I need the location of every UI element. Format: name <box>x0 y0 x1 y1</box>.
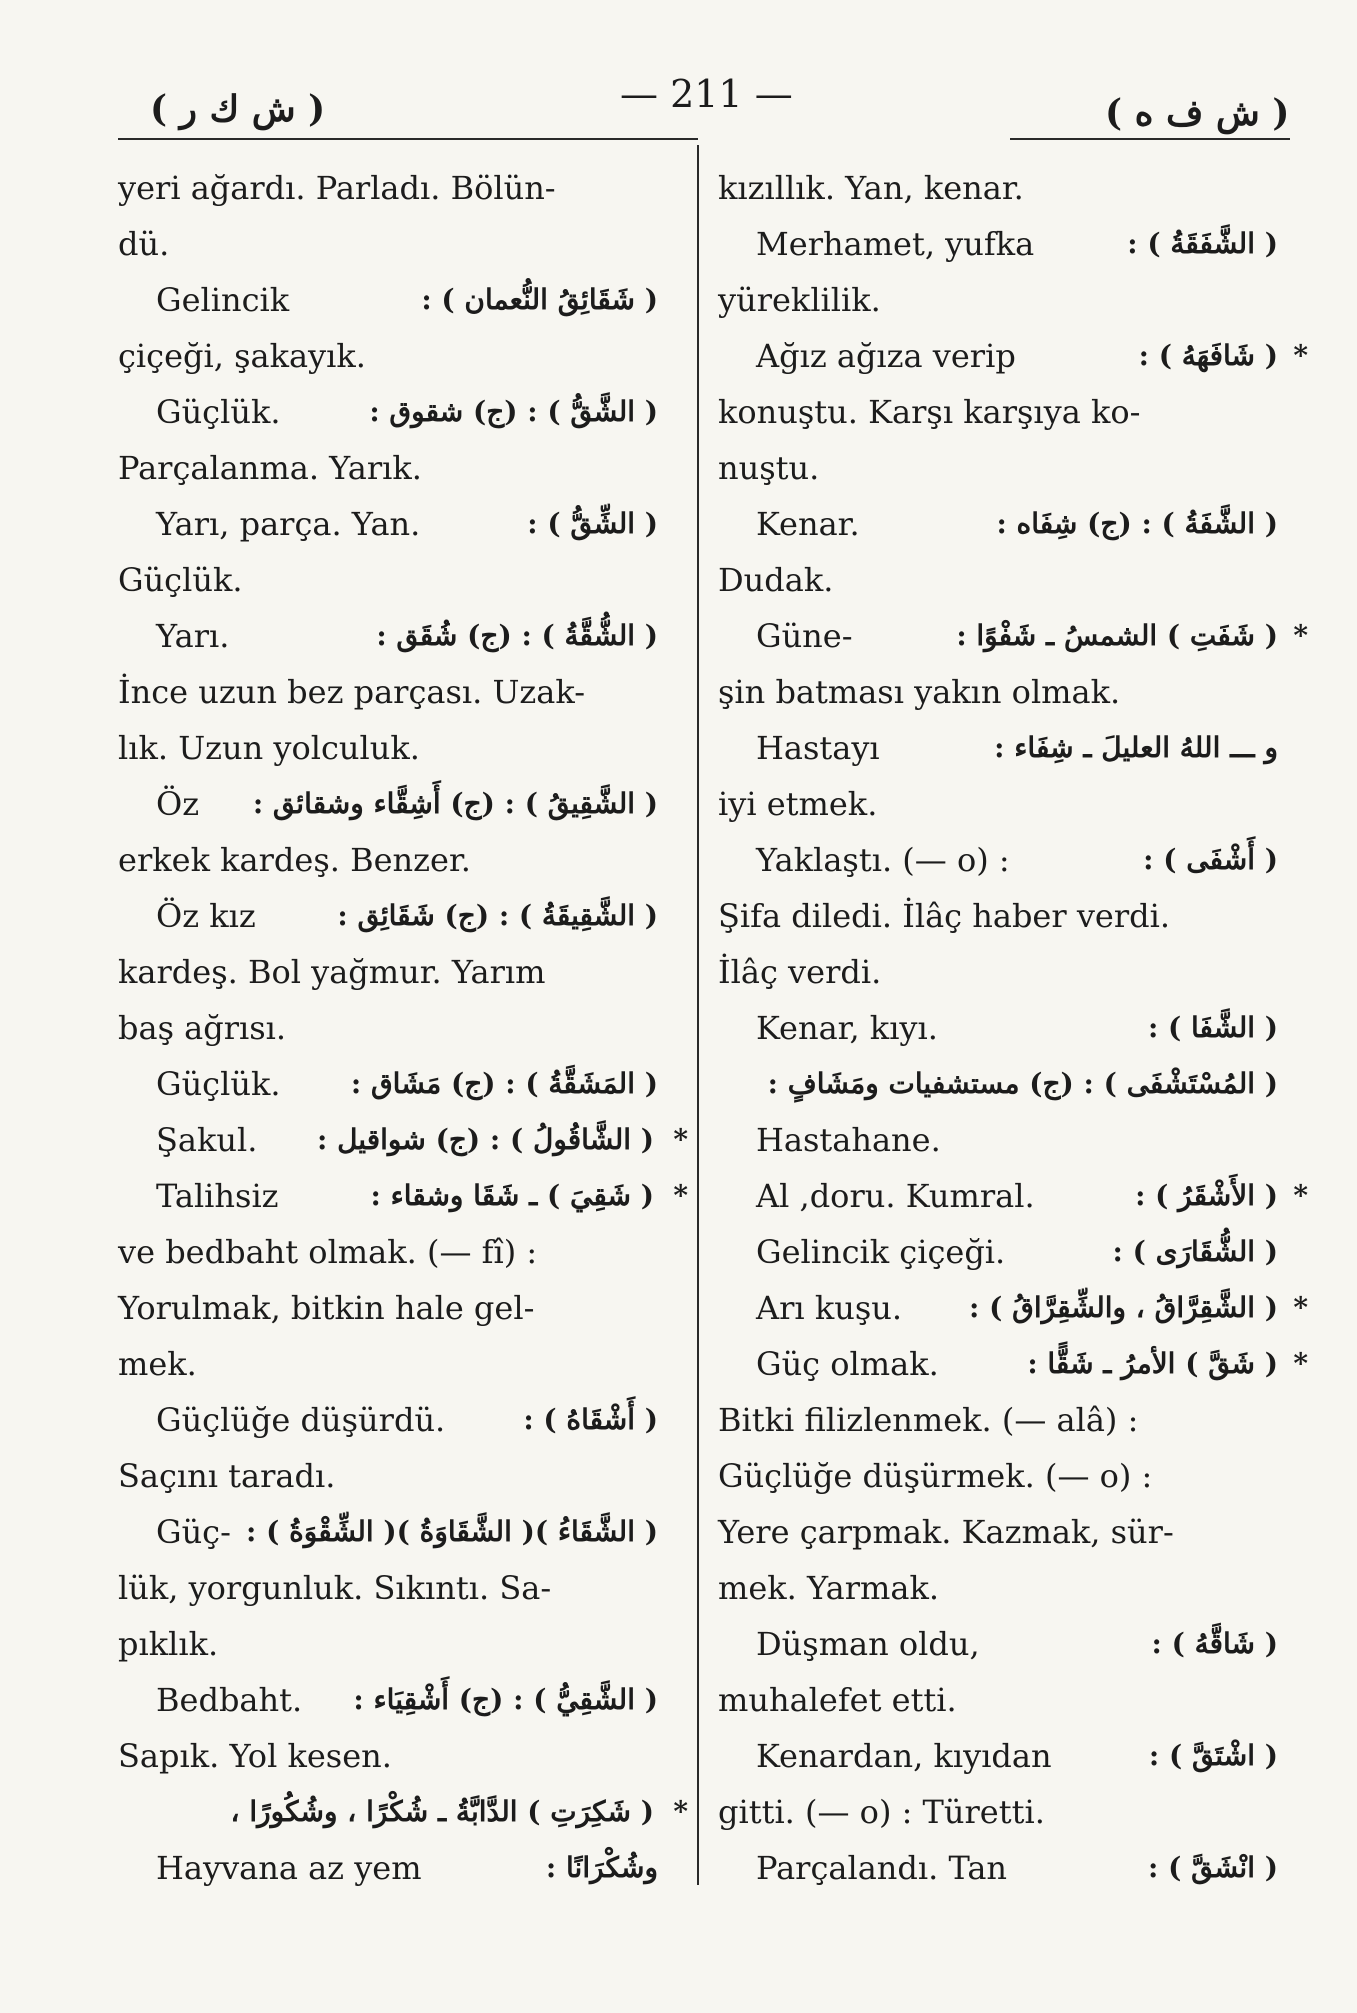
dictionary-line <box>118 1336 658 1392</box>
dictionary-line <box>718 496 1278 552</box>
arabic-headword: ( الشُّقَّةُ ) : (ج) شُقَق : <box>376 619 658 652</box>
dictionary-line <box>718 1784 1278 1840</box>
turkish-text: lük, yorgunluk. Sıkıntı. Sa- <box>118 1569 552 1607</box>
dictionary-line <box>718 888 1278 944</box>
arabic-headword: ( الشَّقُّ ) : (ج) شقوق : <box>369 395 658 428</box>
dictionary-line <box>118 1728 658 1784</box>
header-rule-right <box>1010 138 1290 140</box>
dictionary-line <box>118 496 658 552</box>
turkish-text: ve bedbaht olmak. (— fî) : <box>118 1233 538 1271</box>
turkish-text: Yarı. <box>156 617 230 655</box>
turkish-text: lık. Uzun yolculuk. <box>118 729 420 767</box>
page-number: — 211 — <box>620 72 793 116</box>
dictionary-line <box>718 776 1278 832</box>
dictionary-line <box>718 832 1278 888</box>
dictionary-line <box>718 1336 1308 1392</box>
dictionary-line <box>118 1112 688 1168</box>
dictionary-line <box>118 272 658 328</box>
dictionary-line <box>718 1168 1308 1224</box>
dictionary-line <box>118 664 658 720</box>
dictionary-line <box>718 1840 1278 1896</box>
turkish-text: Güne- <box>756 617 853 655</box>
turkish-text: Al ,doru. Kumral. <box>756 1177 1035 1215</box>
turkish-text: Hayvana az yem <box>156 1849 422 1887</box>
arabic-headword: ( شَافَهَهُ ) : <box>1138 339 1278 372</box>
root-entry-star-icon: * <box>1293 339 1308 372</box>
arabic-headword: ( شَفَتِ ) الشمسُ ـ شَفْوًا : <box>956 619 1278 652</box>
dictionary-line <box>118 384 658 440</box>
dictionary-line <box>718 1224 1278 1280</box>
column-divider <box>697 145 699 1885</box>
dictionary-line <box>718 216 1278 272</box>
turkish-text: Güçlük. <box>118 561 243 599</box>
arabic-headword: ( الشَّاقُولُ ) : (ج) شواقيل : <box>317 1123 654 1156</box>
arabic-headword: ( شَكِرَتِ ) الدَّابَّةُ ـ شُكْرًا ، وشُكُورًا ، <box>230 1795 654 1828</box>
turkish-text: şin batması yakın olmak. <box>718 673 1121 711</box>
dictionary-line <box>118 776 658 832</box>
turkish-text: Kenar. <box>756 505 860 543</box>
arabic-headword: ( الشَّقِيُّ ) : (ج) أَشْقِيَاء : <box>353 1683 658 1716</box>
arabic-headword: ( المَشَقَّةُ ) : (ج) مَشَاق : <box>350 1067 658 1100</box>
dictionary-line <box>118 1392 658 1448</box>
turkish-text: Gelincik çiçeği. <box>756 1233 1006 1271</box>
turkish-text: Dudak. <box>718 561 834 599</box>
dictionary-line <box>118 216 658 272</box>
dictionary-line <box>118 1056 658 1112</box>
turkish-text: kardeş. Bol yağmur. Yarım <box>118 953 546 991</box>
dictionary-line <box>118 720 658 776</box>
arabic-headword: ( الشَّفَا ) : <box>1147 1011 1278 1044</box>
dictionary-line <box>718 1392 1278 1448</box>
turkish-text: Bedbaht. <box>156 1681 303 1719</box>
arabic-headword: ( الشَّفَقَةُ ) : <box>1127 227 1278 260</box>
turkish-text: baş ağrısı. <box>118 1009 287 1047</box>
dictionary-line <box>718 1616 1278 1672</box>
dictionary-line <box>718 944 1278 1000</box>
turkish-text: Gelincik <box>156 281 290 319</box>
arabic-headword: ( الشَّقِيقُ ) : (ج) أَشِقَّاء وشقائق : <box>252 787 658 820</box>
turkish-text: Merhamet, yufka <box>756 225 1035 263</box>
turkish-text: Kenar, kıyı. <box>756 1009 938 1047</box>
dictionary-line <box>118 888 658 944</box>
dictionary-line <box>118 160 658 216</box>
dictionary-line <box>118 1224 658 1280</box>
dictionary-line <box>718 1672 1278 1728</box>
arabic-headword: ( الشِّقُّ ) : <box>527 507 658 540</box>
turkish-text: mek. Yarmak. <box>718 1569 940 1607</box>
turkish-text: pıklık. <box>118 1625 219 1663</box>
turkish-text: Hastayı <box>756 729 880 767</box>
dictionary-line <box>718 160 1278 216</box>
arabic-headword: ( شَقَّ ) الأمرُ ـ شَقًّا : <box>1027 1347 1278 1380</box>
turkish-text: Yorulmak, bitkin hale gel- <box>118 1289 535 1327</box>
dictionary-line <box>118 1504 658 1560</box>
turkish-text: Yaklaştı. (— o) : <box>756 841 1010 879</box>
arabic-headword: وشُكْرَانًا : <box>545 1851 658 1884</box>
turkish-text: Güç olmak. <box>756 1345 939 1383</box>
dictionary-line <box>718 1056 1278 1112</box>
turkish-text: Öz kız <box>156 897 256 935</box>
arabic-headword: و ـــ اللهُ العليلَ ـ شِفَاء : <box>994 731 1278 764</box>
turkish-text: Kenardan, kıyıdan <box>756 1737 1052 1775</box>
dictionary-line <box>118 552 658 608</box>
dictionary-line <box>718 1112 1278 1168</box>
dictionary-line <box>718 328 1308 384</box>
turkish-text: Sapık. Yol kesen. <box>118 1737 392 1775</box>
turkish-text: Parçalandı. Tan <box>756 1849 1007 1887</box>
root-entry-star-icon: * <box>673 1795 688 1828</box>
dictionary-line <box>718 720 1278 776</box>
turkish-text: Şifa diledi. İlâç haber verdi. <box>718 897 1171 935</box>
turkish-text: Güçlük. <box>156 393 281 431</box>
dictionary-line <box>118 1000 658 1056</box>
root-entry-star-icon: * <box>1293 1291 1308 1324</box>
root-entry-star-icon: * <box>1293 619 1308 652</box>
arabic-headword: ( انْشَقَّ ) : <box>1148 1851 1278 1884</box>
arabic-headword: ( أَشْقَاهُ ) : <box>523 1403 658 1436</box>
header-left-root-key: ( ش ك ر ) <box>150 88 326 130</box>
arabic-headword: ( الأَشْقَرُ ) : <box>1135 1179 1278 1212</box>
root-entry-star-icon: * <box>673 1179 688 1212</box>
dictionary-line <box>718 664 1278 720</box>
root-entry-star-icon: * <box>1293 1347 1308 1380</box>
dictionary-line <box>718 1448 1278 1504</box>
right-column <box>718 160 1308 1896</box>
arabic-headword: ( اشْتَقَّ ) : <box>1148 1739 1278 1772</box>
dictionary-line <box>118 608 658 664</box>
header-rule-left <box>118 138 698 140</box>
turkish-text: Ağız ağıza verip <box>756 337 1016 375</box>
dictionary-line <box>118 328 658 384</box>
page-header <box>0 0 1357 140</box>
dictionary-line <box>118 832 658 888</box>
dictionary-line <box>118 1280 658 1336</box>
arabic-headword: ( شَقِيَ ) ـ شَقَا وشقاء : <box>370 1179 654 1212</box>
turkish-text: çiçeği, şakayık. <box>118 337 366 375</box>
arabic-headword: ( شَقَائِقُ النُّعمان ) : <box>421 283 658 316</box>
dictionary-line <box>718 272 1278 328</box>
turkish-text: dü. <box>118 225 170 263</box>
left-column <box>118 160 688 1896</box>
turkish-text: Yere çarpmak. Kazmak, sür- <box>718 1513 1174 1551</box>
dictionary-line <box>718 1000 1278 1056</box>
turkish-text: İlâç verdi. <box>718 953 882 991</box>
turkish-text: erkek kardeş. Benzer. <box>118 841 471 879</box>
dictionary-line <box>118 1840 658 1896</box>
root-entry-star-icon: * <box>1293 1179 1308 1212</box>
turkish-text: yüreklilik. <box>718 281 881 319</box>
dictionary-line <box>118 944 658 1000</box>
turkish-text: Şakul. <box>156 1121 258 1159</box>
arabic-headword: ( أَشْفَى ) : <box>1143 843 1278 876</box>
turkish-text: kızıllık. Yan, kenar. <box>718 169 1024 207</box>
turkish-text: Güçlüğe düşürdü. <box>156 1401 446 1439</box>
root-entry-star-icon: * <box>673 1123 688 1156</box>
dictionary-line <box>718 1504 1278 1560</box>
dictionary-line <box>118 1616 658 1672</box>
turkish-text: Bitki filizlenmek. (— alâ) : <box>718 1401 1139 1439</box>
dictionary-line <box>118 440 658 496</box>
dictionary-line <box>718 1728 1278 1784</box>
arabic-headword: ( الشَّقِرَّاقُ ، والشِّقِرَّاقُ ) : <box>969 1291 1278 1324</box>
dictionary-line <box>118 1560 658 1616</box>
dictionary-line <box>718 1560 1278 1616</box>
header-right-root-key: ( ش ف ه ) <box>1105 92 1290 134</box>
turkish-text: yeri ağardı. Parladı. Bölün- <box>118 169 556 207</box>
turkish-text: muhalefet etti. <box>718 1681 957 1719</box>
arabic-headword: ( الشَّقِيقَةُ ) : (ج) شَقَائِق : <box>337 899 658 932</box>
dictionary-line <box>718 608 1308 664</box>
dictionary-line <box>718 552 1278 608</box>
dictionary-line <box>718 384 1278 440</box>
turkish-text: Güçlüğe düşürmek. (— o) : <box>718 1457 1153 1495</box>
arabic-headword: ( الشُّقَارَى ) : <box>1112 1235 1278 1268</box>
dictionary-line <box>118 1784 688 1840</box>
dictionary-line <box>118 1448 658 1504</box>
turkish-text: Arı kuşu. <box>756 1289 903 1327</box>
turkish-text: gitti. (— o) : Türetti. <box>718 1793 1045 1831</box>
turkish-text: Saçını taradı. <box>118 1457 336 1495</box>
turkish-text: Güç- <box>156 1513 231 1551</box>
turkish-text: konuştu. Karşı karşıya ko- <box>718 393 1141 431</box>
turkish-text: Talihsiz <box>156 1177 279 1215</box>
dictionary-line <box>718 1280 1308 1336</box>
turkish-text: Öz <box>156 785 200 823</box>
turkish-text: Hastahane. <box>756 1121 941 1159</box>
turkish-text: Güçlük. <box>156 1065 281 1103</box>
turkish-text: nuştu. <box>718 449 820 487</box>
dictionary-line <box>118 1168 688 1224</box>
turkish-text: Yarı, parça. Yan. <box>156 505 421 543</box>
turkish-text: İnce uzun bez parçası. Uzak- <box>118 673 585 711</box>
arabic-headword: ( المُسْتَشْفَى ) : (ج) مستشفيات ومَشَافٍ : <box>767 1067 1278 1100</box>
dictionary-line <box>118 1672 658 1728</box>
dictionary-line <box>718 440 1278 496</box>
turkish-text: Parçalanma. Yarık. <box>118 449 422 487</box>
arabic-headword: ( شَاقَّهُ ) : <box>1151 1627 1278 1660</box>
arabic-headword: ( الشَّقَاءُ )( الشَّقَاوَةُ )( الشِّقْوَةُ ) : <box>246 1515 658 1548</box>
turkish-text: Düşman oldu, <box>756 1625 980 1663</box>
turkish-text: mek. <box>118 1345 197 1383</box>
turkish-text: iyi etmek. <box>718 785 878 823</box>
arabic-headword: ( الشَّفَةُ ) : (ج) شِفَاه : <box>996 507 1278 540</box>
